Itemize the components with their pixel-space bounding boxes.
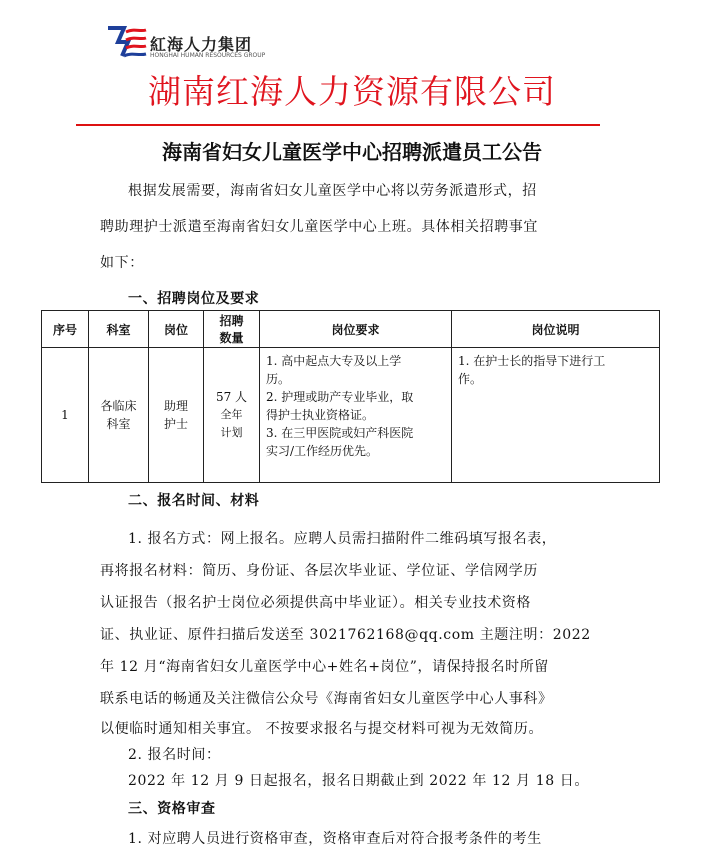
method-line-4: 证、执业证、原件扫描后发送至 3021762168@qq.com 主题注明：2022 (100, 627, 591, 643)
cell-count-line-1: 57 人 (215, 390, 248, 404)
col-header-no: 序号 (42, 311, 89, 348)
requirement-line: 得护士执业资格证。 (266, 408, 375, 422)
method-line-7: 以便临时通知相关事宜。 不按要求报名与提交材料可视为无效简历。 (100, 721, 544, 737)
cell-count-line-2: 全年 (220, 408, 243, 421)
document-title: 海南省妇女儿童医学中心招聘派遣员工公告 (162, 140, 542, 164)
col-header-count-line-2: 数量 (219, 331, 244, 345)
requirement-line: 2. 护理或助产专业毕业，取 (266, 390, 414, 404)
col-header-dept: 科室 (89, 311, 149, 348)
cell-dept (89, 348, 149, 483)
logo-subtitle: HONGHAI HUMAN RESOURCES GROUP (150, 52, 266, 59)
section-heading-1: 一、招聘岗位及要求 (128, 291, 260, 307)
section-heading-2: 二、报名时间、材料 (128, 493, 260, 509)
cell-dept-line-1: 各临床 (100, 399, 137, 413)
time-label: 2. 报名时间： (128, 747, 221, 763)
table-header-row (42, 311, 660, 348)
time-text: 2022 年 12 月 9 日起报名，报名日期截止到 2022 年 12 月 18 日。 (128, 773, 589, 789)
method-line-3: 认证报告（报名护士岗位必须提供高中毕业证）。相关专业技术资格 (100, 595, 531, 611)
cell-no: 1 (42, 348, 89, 483)
cell-post-line-1: 助理 (163, 399, 188, 413)
col-header-description: 岗位说明 (452, 311, 660, 348)
cell-count-line-3: 计划 (220, 426, 243, 439)
company-name: 湖南红海人力资源有限公司 (148, 72, 556, 111)
method-line-1: 1. 报名方式：网上报名。应聘人员需扫描附件二维码填写报名表， (128, 531, 557, 547)
recruitment-table (41, 310, 660, 483)
cell-post (149, 348, 204, 483)
method-line-6: 联系电话的畅通及关注微信公众号《海南省妇女儿童医学中心人事科》 (100, 691, 553, 707)
method-line-5: 年 12 月“海南省妇女儿童医学中心+姓名+岗位”，请保持报名时所留 (100, 659, 549, 675)
cell-dept-line-2: 科室 (106, 417, 131, 431)
section-heading-3: 三、资格审查 (128, 801, 216, 817)
requirement-line: 3. 在三甲医院或妇产科医院 (266, 426, 414, 440)
logo-name: 紅海人力集团 (150, 35, 253, 54)
cell-requirements (260, 348, 452, 483)
review-line-1: 1. 对应聘人员进行资格审查，资格审查后对符合报考条件的考生 (128, 831, 542, 847)
requirement-line: 历。 (266, 372, 291, 386)
method-line-2: 再将报名材料：简历、身份证、各层次毕业证、学位证、学信网学历 (100, 563, 538, 579)
col-header-count-line-1: 招聘 (219, 314, 244, 328)
description-line: 1. 在护士长的指导下进行工 (458, 354, 606, 368)
description-line: 作。 (458, 372, 483, 386)
header-divider (76, 124, 600, 126)
cell-description (452, 348, 660, 483)
table-row (42, 348, 660, 483)
company-logo (104, 22, 304, 64)
requirement-line: 1. 高中起点大专及以上学 (266, 354, 402, 368)
cell-post-line-2: 护士 (163, 417, 188, 431)
intro-line-2: 聘助理护士派遣至海南省妇女儿童医学中心上班。具体相关招聘事宜 (100, 219, 538, 235)
col-header-count (204, 311, 260, 348)
intro-line-1: 根据发展需要，海南省妇女儿童医学中心将以劳务派遣形式，招 (128, 183, 537, 199)
logo-mark-icon (104, 22, 148, 62)
col-header-post: 岗位 (149, 311, 204, 348)
col-header-requirements: 岗位要求 (260, 311, 452, 348)
intro-line-3: 如下： (100, 255, 144, 271)
requirement-line: 实习/工作经历优先。 (266, 444, 379, 458)
cell-count (204, 348, 260, 483)
